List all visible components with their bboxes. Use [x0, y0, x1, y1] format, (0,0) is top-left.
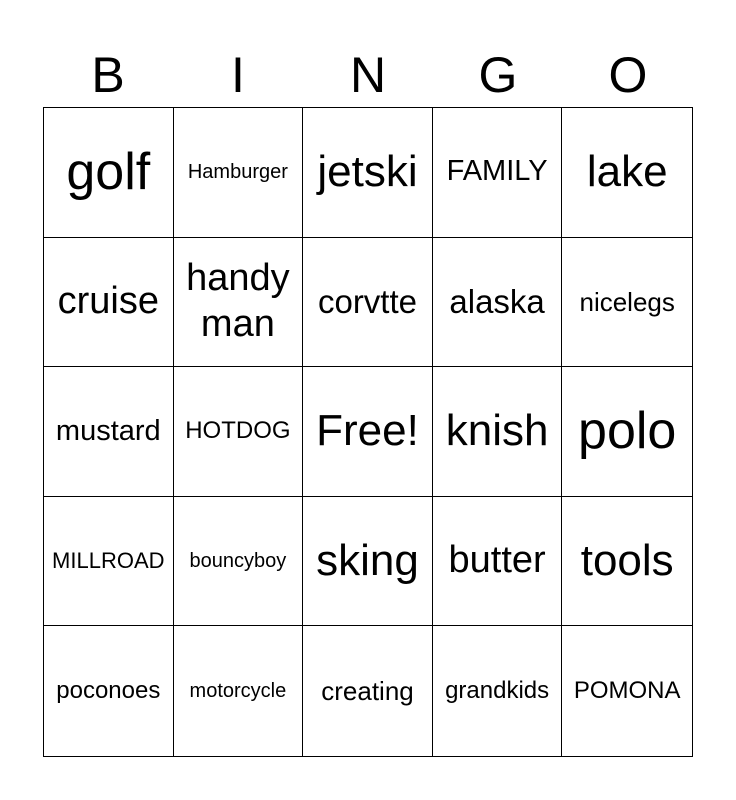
bingo-cell[interactable] — [44, 238, 174, 368]
bingo-board — [43, 107, 693, 757]
cell-text: cruise — [57, 279, 159, 322]
bingo-cell[interactable] — [562, 238, 692, 368]
bingo-cell[interactable] — [562, 367, 692, 497]
cell-text: motorcycle — [189, 680, 287, 703]
cell-text: FAMILY — [446, 155, 548, 188]
bingo-cell[interactable] — [303, 497, 433, 627]
cell-text: Hamburger — [187, 161, 288, 184]
header-letter-i: I — [231, 47, 245, 103]
bingo-cell[interactable] — [174, 626, 304, 756]
bingo-cell[interactable] — [174, 497, 304, 627]
bingo-cell[interactable] — [174, 108, 304, 238]
bingo-cell[interactable] — [562, 497, 692, 627]
cell-text: mustard — [55, 414, 161, 447]
bingo-cell[interactable] — [303, 238, 433, 368]
bingo-cell[interactable] — [174, 367, 304, 497]
cell-text: corvtte — [317, 282, 418, 320]
cell-text: jetski — [317, 147, 418, 197]
cell-text: HOTDOG — [185, 417, 291, 445]
bingo-cell[interactable] — [44, 108, 174, 238]
header-letter-g: G — [478, 47, 518, 103]
bingo-cell[interactable] — [44, 367, 174, 497]
cell-text: tools — [580, 535, 674, 585]
bingo-cell[interactable] — [433, 497, 563, 627]
bingo-cell[interactable] — [433, 108, 563, 238]
bingo-cell[interactable] — [433, 367, 563, 497]
bingo-cell[interactable] — [562, 626, 692, 756]
bingo-cell[interactable] — [562, 108, 692, 238]
bingo-cell[interactable] — [433, 626, 563, 756]
cell-text: nicelegs — [579, 286, 675, 317]
cell-text: butter — [448, 539, 546, 582]
bingo-cell[interactable] — [44, 626, 174, 756]
header-letter-o: O — [608, 47, 648, 103]
bingo-header — [43, 42, 693, 108]
cell-text: bouncyboy — [189, 550, 287, 573]
bingo-cell[interactable] — [174, 238, 304, 368]
cell-text: knish — [445, 406, 549, 456]
bingo-cell[interactable] — [303, 108, 433, 238]
cell-text: handy man — [186, 257, 290, 345]
cell-text: poconoes — [56, 677, 161, 704]
cell-text: grandkids — [445, 677, 550, 704]
bingo-cell[interactable] — [433, 238, 563, 368]
cell-text: golf — [66, 142, 151, 201]
bingo-cell[interactable] — [303, 626, 433, 756]
cell-text: alaska — [449, 282, 545, 320]
cell-text: MILLROAD — [52, 548, 165, 573]
cell-text: sking — [316, 535, 419, 585]
free-space-cell[interactable] — [303, 367, 433, 497]
cell-text: creating — [321, 675, 414, 706]
cell-text: lake — [586, 147, 668, 197]
free-space-text: Free! — [316, 406, 419, 456]
header-letter-b: B — [91, 47, 125, 103]
bingo-cell[interactable] — [44, 497, 174, 627]
cell-text: POMONA — [573, 677, 681, 704]
cell-text: polo — [578, 401, 677, 460]
header-letter-n: N — [349, 47, 387, 103]
